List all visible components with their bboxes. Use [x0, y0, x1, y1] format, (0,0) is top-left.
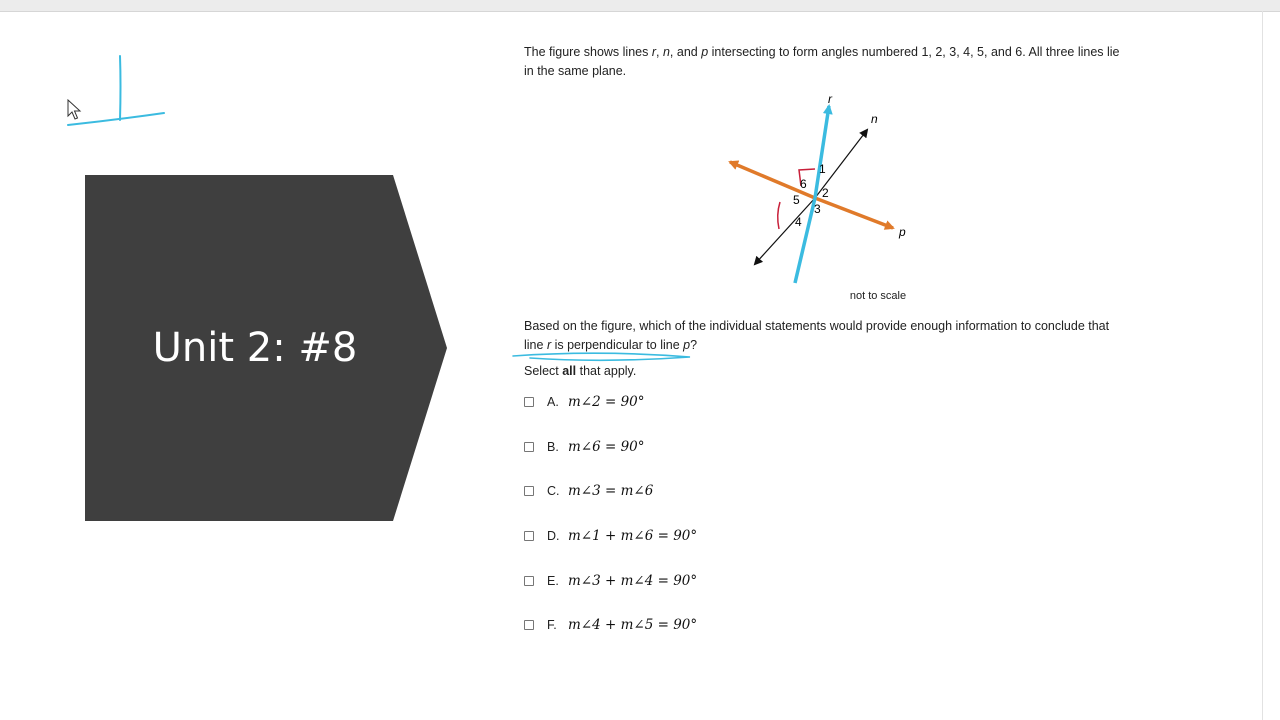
option-letter: C.: [547, 484, 560, 498]
figure-caption: not to scale: [849, 290, 907, 302]
line-r: [815, 106, 829, 198]
option-f[interactable]: [524, 615, 697, 635]
option-c[interactable]: [524, 481, 653, 501]
option-letter: B.: [547, 440, 559, 454]
option-f-checkbox[interactable]: [524, 620, 534, 630]
slide-title: Unit 2: #8: [152, 325, 358, 371]
mouse-cursor-icon: [66, 99, 82, 121]
right-angle-mark-5: [778, 202, 780, 229]
option-d-checkbox[interactable]: [524, 531, 534, 541]
window-top-bar: [0, 0, 1280, 12]
option-b[interactable]: [524, 437, 645, 457]
line-p: [815, 198, 893, 228]
option-math: m∠4 + m∠5 = 90°: [568, 617, 698, 633]
scroll-edge: [1262, 11, 1263, 720]
label-angle-1: 1: [819, 162, 826, 176]
label-angle-6: 6: [800, 177, 807, 191]
option-e[interactable]: [524, 571, 697, 591]
label-line-r: r: [828, 92, 832, 106]
option-a-checkbox[interactable]: [524, 397, 534, 407]
option-d[interactable]: [524, 526, 697, 546]
select-instruction: Select all that apply.: [524, 364, 637, 378]
question-intro: The figure shows lines r, n, and p intersecting to form angles numbered 1, 2, 3, 4, 5, and 6. All three lines lie in the same plane.: [524, 45, 1120, 78]
option-math: m∠2 = 90°: [568, 394, 645, 410]
option-math: m∠6 = 90°: [568, 439, 645, 455]
label-angle-5: 5: [793, 193, 800, 207]
option-letter: E.: [547, 574, 559, 588]
option-letter: D.: [547, 529, 560, 543]
label-angle-2: 2: [822, 186, 829, 200]
option-math: m∠3 = m∠6: [568, 483, 654, 499]
line-r-lower: [795, 198, 815, 283]
label-angle-4: 4: [795, 215, 802, 229]
option-letter: A.: [547, 395, 559, 409]
question-prompt: Based on the figure, which of the individual statements would provide enough information to conclude that line r is perpendicular to line p?: [524, 319, 1110, 352]
option-e-checkbox[interactable]: [524, 576, 534, 586]
label-angle-3: 3: [814, 202, 821, 216]
option-b-checkbox[interactable]: [524, 442, 534, 452]
option-c-checkbox[interactable]: [524, 486, 534, 496]
intersecting-lines-figure: [725, 90, 925, 295]
option-math: m∠3 + m∠4 = 90°: [568, 573, 698, 589]
label-line-p: p: [899, 225, 906, 239]
perpendicular-sketch-annotation: [60, 50, 180, 140]
option-letter: F.: [547, 618, 557, 632]
option-a[interactable]: [524, 392, 645, 412]
option-math: m∠1 + m∠6 = 90°: [568, 528, 698, 544]
label-line-n: n: [871, 112, 878, 126]
